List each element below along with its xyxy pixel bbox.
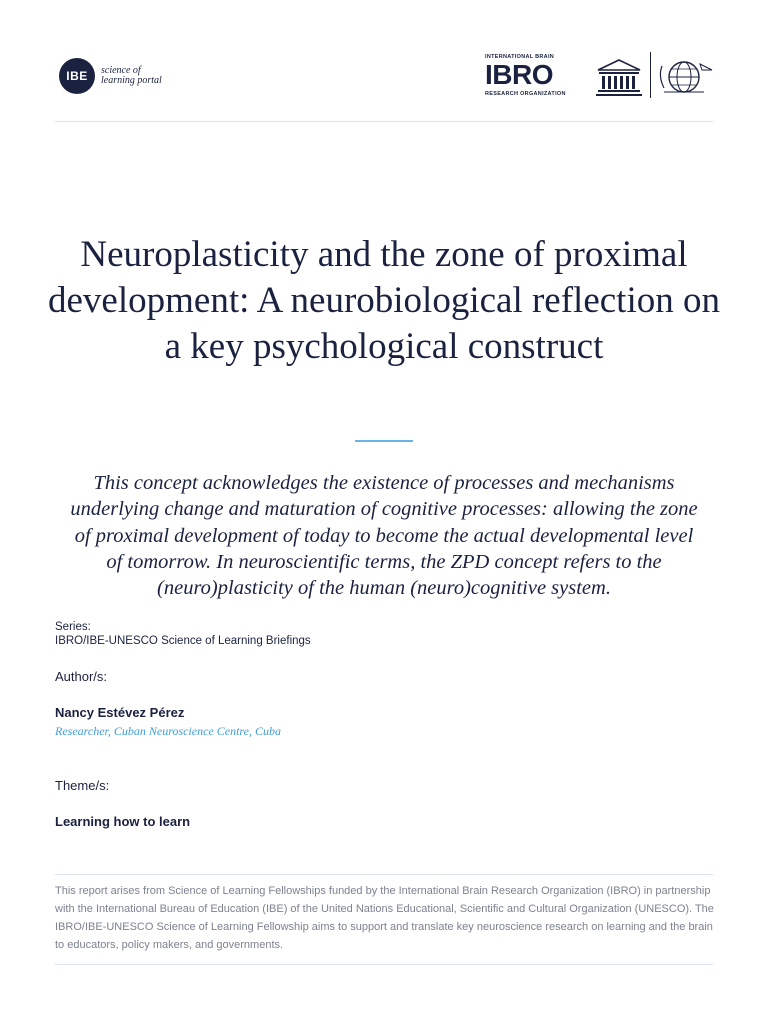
funding-statement: This report arises from Science of Learning Fellowships funded by the International Brain Research Organization (IBRO) in partnership with the International Bureau of Education (IBE) of the United Nations Educational, Scientific and Cultural Organization (UNESCO). The IBRO/IBE-UNESCO Science of Learning Fellowship aims to support and translate key neuroscience research on learning and the brain to educators, policy makers, and governments.: [55, 885, 714, 951]
ibe-globe-icon[interactable]: [656, 56, 714, 96]
abstract-text: This concept acknowledges the existence of processes and mechanisms underlying change and maturation of cognitive processes: allowing the zone of proximal development of today to become the actual developmental level of tomorrow. In neuroscientific terms, the ZPD concept refers to the (neuro)plasticity of the human (neuro)cognitive system.: [70, 472, 698, 600]
series-label: Series:: [55, 621, 91, 633]
ibe-logo[interactable]: [59, 58, 171, 94]
author-name[interactable]: Nancy Estévez Pérez: [55, 705, 185, 720]
footer-top-rule: [55, 874, 713, 875]
page-header: [0, 0, 768, 122]
page-title: Neuroplasticity and the zone of proximal development: A neurobiological reflection on a key psychological construct: [48, 234, 720, 367]
ibro-mark: IBRO: [485, 59, 553, 90]
title-accent-rule: [355, 440, 413, 442]
ibe-circle-mark: IBE: [59, 58, 95, 94]
series-value: IBRO/IBE-UNESCO Science of Learning Briefings: [55, 635, 311, 647]
ibro-logo[interactable]: [485, 54, 571, 98]
ibro-bottom-text: RESEARCH ORGANIZATION: [485, 91, 566, 97]
header-rule: [55, 121, 713, 122]
logo-divider: [650, 52, 651, 98]
unesco-temple-icon[interactable]: [595, 58, 643, 98]
ibe-tagline: science of learning portal: [101, 65, 162, 86]
theme-value[interactable]: Learning how to learn: [55, 814, 191, 829]
footer-bottom-rule: [55, 964, 713, 965]
themes-label: Theme/s:: [55, 778, 110, 793]
authors-label: Author/s:: [55, 669, 108, 684]
author-affiliation: Researcher, Cuban Neuroscience Centre, Cuba: [55, 724, 281, 738]
ibro-top-text: INTERNATIONAL BRAIN: [485, 54, 555, 60]
